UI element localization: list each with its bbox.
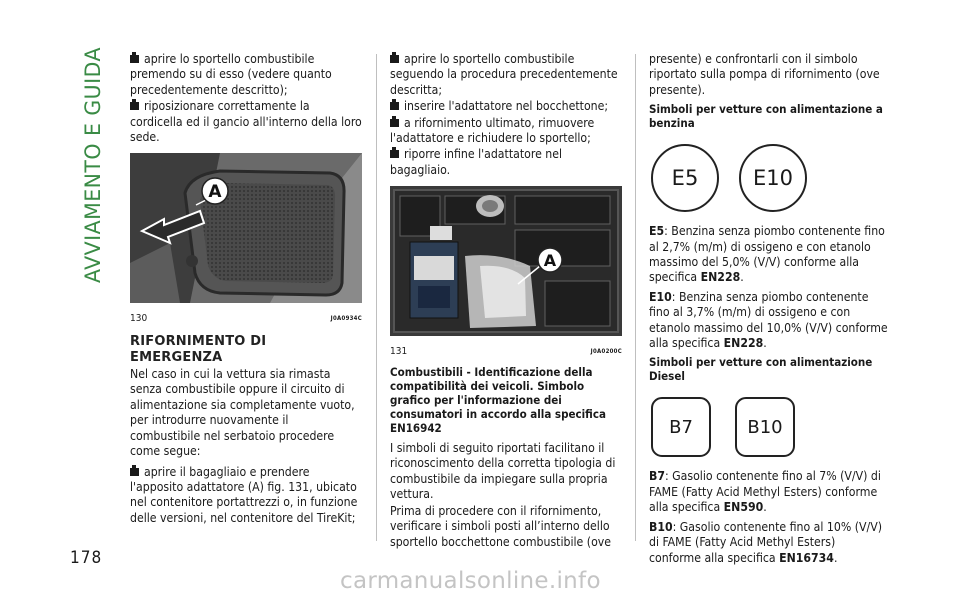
bullet-icon — [390, 150, 399, 158]
figure-caption — [390, 344, 622, 359]
callout-a: A — [543, 251, 557, 271]
page-number: 178 — [70, 548, 103, 568]
column-1 — [130, 52, 362, 527]
column-divider — [635, 54, 636, 541]
fuel-compatibility-heading: Combustibili - Identificazione della compatibilità dei veicoli. Simbolo grafico per l'informazione dei consumatori in accordo alla specifica EN16942 — [390, 365, 606, 436]
column-divider — [376, 54, 377, 541]
figure-131 — [390, 186, 622, 359]
figure-131-image — [390, 186, 622, 336]
b10-symbol: B10 — [735, 397, 795, 457]
bullet-item: aprire lo sportello combustibile seguendo la procedura precedentemente descritta; — [390, 52, 618, 97]
e5-symbol: E5 — [651, 144, 719, 212]
e5-description: E5: Benzina senza piombo contenente fino al 2,7% (m/m) di ossigeno e con etanolo massimo del 5,0% (V/V) conforme alla specifica EN228. — [649, 224, 885, 285]
section-title-text: AVVIAMENTO E GUIDA — [81, 45, 106, 283]
petrol-symbols — [651, 144, 889, 212]
paragraph: Prima di procedere con il rifornimento, verificare i simboli posti all’interno dello sportello bocchettone combustibile (ove — [390, 503, 612, 549]
bullet-icon — [390, 55, 399, 63]
bullet-icon — [130, 468, 139, 476]
petrol-heading: Simboli per vetture con alimentazione a benzina — [649, 102, 883, 131]
bullet-icon — [130, 102, 139, 110]
e10-symbol: E10 — [739, 144, 807, 212]
paragraph: presente) e confrontarli con il simbolo riportato sulla pompa di rifornimento (ove presente). — [649, 52, 880, 97]
figure-caption — [130, 311, 362, 326]
bullet-item: riporre infine l'adattatore nel bagagliaio. — [390, 147, 563, 177]
callout-a: A — [208, 182, 222, 203]
figure-number: 131 — [390, 345, 408, 357]
watermark: carmanualsonline.info — [340, 568, 601, 594]
bullet-icon — [130, 55, 139, 63]
bullet-item: aprire il bagagliaio e prendere l'apposito adattatore (A) fig. 131, ubicato nel contenitore portattrezzi o, in funzione delle versioni, nel contenitore del TireKit; — [130, 464, 358, 525]
diesel-heading: Simboli per vetture con alimentazione Diesel — [649, 355, 873, 384]
diesel-symbols — [651, 397, 889, 457]
figure-130-image — [130, 153, 362, 303]
bullet-item: riposizionare correttamente la cordicella ed il gancio all'interno della loro sede. — [130, 99, 362, 145]
figure-130 — [130, 153, 362, 326]
section-title — [70, 45, 110, 285]
column-2 — [390, 52, 622, 551]
bullet-item: a rifornimento ultimato, rimuovere l'adattatore e richiudere lo sportello; — [390, 115, 595, 146]
intro-paragraph: Nel caso in cui la vettura sia rimasta senza combustibile oppure il circuito di alimentazione sia completamente vuoto, per introdurre nuovamente il combustibile nel serbatoio procedere come segue: — [130, 367, 355, 459]
b10-description: B10: Gasolio contenente fino al 10% (V/V) di FAME (Fatty Acid Methyl Esters) conforme alla specifica EN16734. — [649, 519, 883, 565]
b7-symbol: B7 — [651, 397, 711, 457]
bullet-icon — [390, 119, 399, 127]
bullet-icon — [390, 102, 399, 110]
figure-code: J0A0934C — [330, 314, 362, 322]
bullet-item: aprire lo sportello combustibile premendo su di esso (vedere quanto precedentemente descritto); — [130, 52, 332, 97]
figure-number: 130 — [130, 312, 148, 324]
bullet-item: inserire l'adattatore nel bocchettone; — [390, 99, 622, 114]
b7-description: B7: Gasolio contenente fino al 7% (V/V) di FAME (Fatty Acid Methyl Esters) conforme alla specifica EN590. — [649, 469, 881, 515]
figure-code: J0A0200C — [590, 347, 622, 355]
paragraph: I simboli di seguito riportati facilitano il riconoscimento della corretta tipologia di combustibile da impiegare sulla propria vettura. — [390, 441, 616, 502]
heading-rifornimento: RIFORNIMENTO DI EMERGENZA — [130, 334, 267, 365]
column-3 — [649, 52, 889, 567]
e10-description: E10: Benzina senza piombo contenente fino al 3,7% (m/m) di ossigeno e con etanolo massimo del 10,0% (V/V) conforme alla specifica EN228. — [649, 289, 888, 351]
